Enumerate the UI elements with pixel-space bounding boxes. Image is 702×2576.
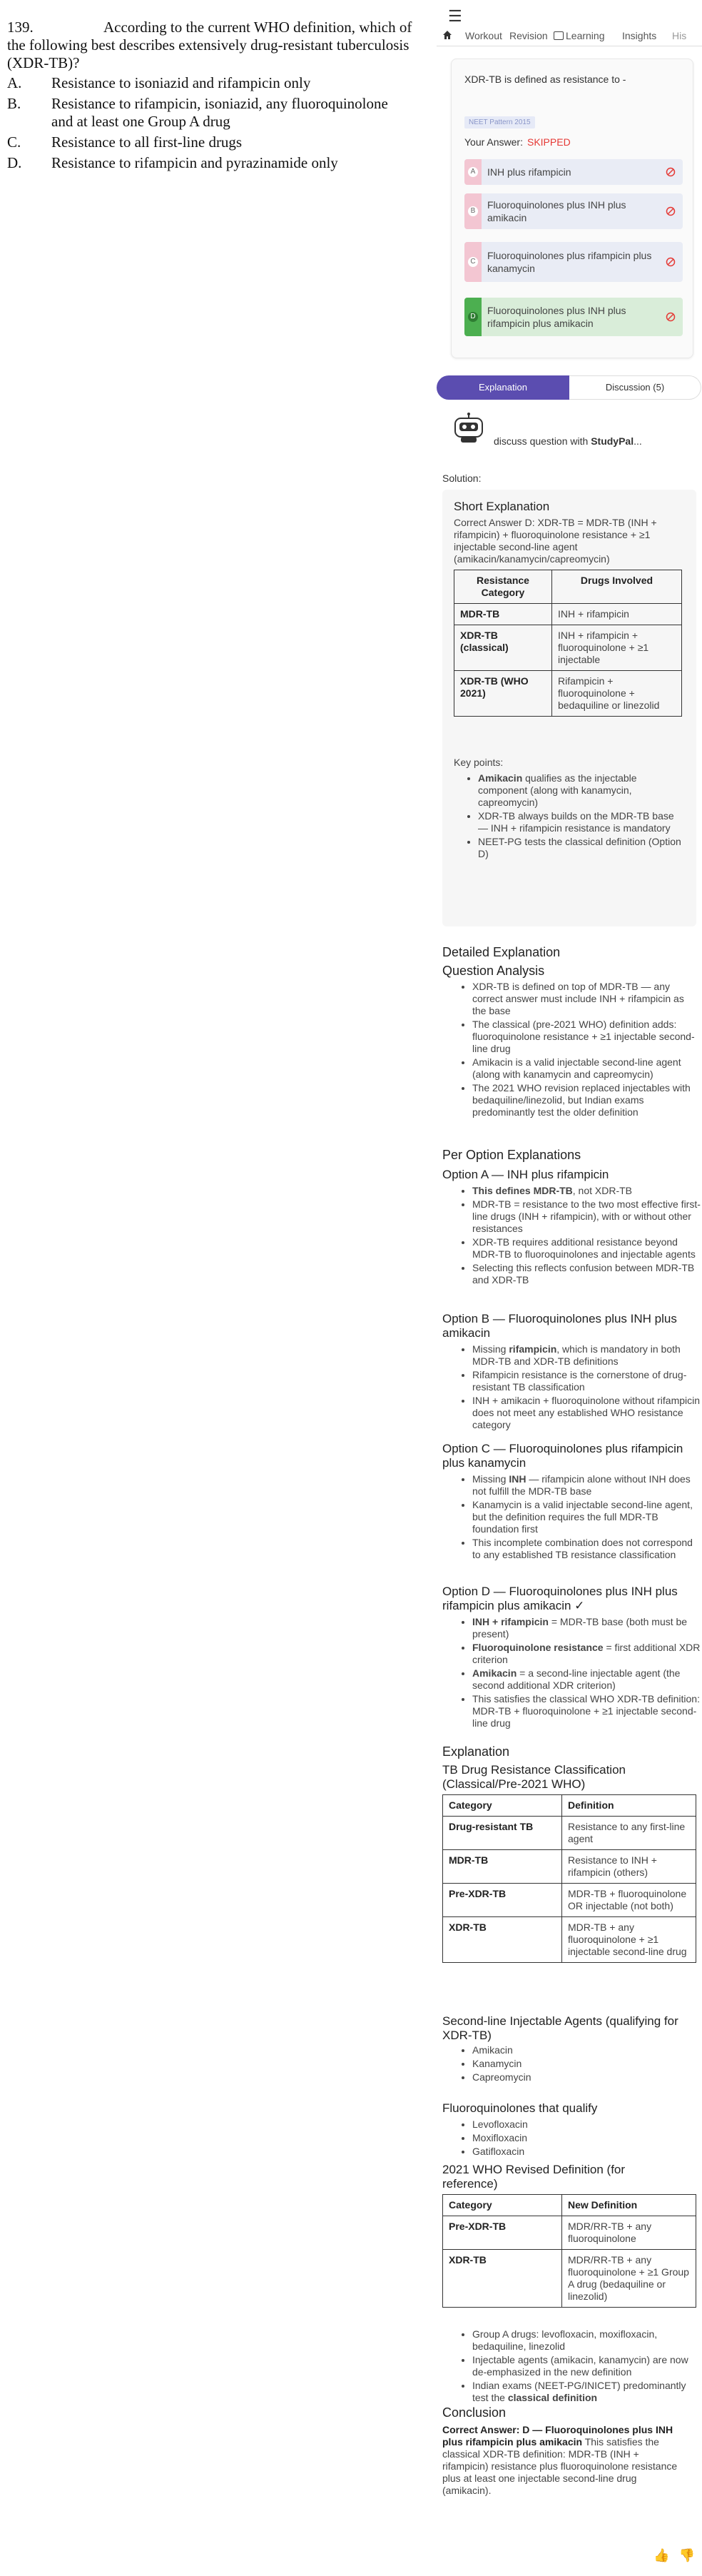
- table-header: Category: [443, 2195, 562, 2216]
- option-letter: B.: [7, 95, 21, 112]
- nav-revision[interactable]: Revision: [509, 30, 548, 41]
- list-item: • XDR-TB requires additional resistance beyond MDR-TB to fluoroquinolones and injectable agents: [472, 1236, 701, 1261]
- table-row: Pre-XDR-TB MDR/RR-TB + any fluoroquinolone: [443, 2216, 696, 2250]
- card-question-text: XDR-TB is defined as resistance to -: [464, 74, 626, 85]
- card-option-c[interactable]: [464, 242, 683, 282]
- nav-learning[interactable]: Learning: [554, 30, 605, 41]
- resistance-table: [454, 570, 682, 717]
- table-row: MDR-TB Resistance to INH + rifampicin (others): [443, 1850, 696, 1884]
- list-item: • Kanamycin: [472, 2058, 701, 2070]
- option-c-title: Option C — Fluoroquinolones plus rifampicin plus kanamycin: [442, 1442, 683, 1470]
- tab-explanation[interactable]: Explanation: [437, 375, 569, 400]
- who-revised-title: 2021 WHO Revised Definition (for reference): [442, 2163, 626, 2191]
- table-header: Resistance Category: [454, 570, 552, 604]
- play-icon: [554, 31, 564, 40]
- list-item: • Missing INH — rifampicin alone without INH does not fulfill the MDR-TB base: [472, 1473, 701, 1497]
- list-item: • Selecting this reflects confusion between MDR-TB and XDR-TB: [472, 1262, 701, 1286]
- table-row: MDR-TB INH + rifampicin: [454, 604, 682, 625]
- question-number: 139.: [7, 19, 34, 36]
- robot-icon: [451, 413, 487, 444]
- list-item: • Gatifloxacin: [472, 2146, 701, 2158]
- list-item: • Moxifloxacin: [472, 2132, 701, 2144]
- option-letter: B: [468, 206, 478, 216]
- ban-icon: [666, 257, 676, 267]
- option-text: Resistance to all first-line drugs: [51, 133, 243, 151]
- list-item: • This defines MDR-TB, not XDR-TB: [472, 1185, 701, 1197]
- list-item: • XDR-TB always builds on the MDR-TB base — INH + rifampicin resistance is mandatory: [478, 810, 685, 834]
- option-letter: C: [468, 257, 478, 267]
- ban-icon: [666, 312, 676, 322]
- fluoroquinolones-title: Fluoroquinolones that qualify: [442, 2101, 598, 2115]
- list-item: • Amikacin: [472, 2044, 701, 2056]
- who-points-list: [458, 2328, 701, 2405]
- exam-tag: NEET Pattern 2015: [464, 116, 535, 128]
- injectables-list: [458, 2044, 701, 2085]
- list-item: • Capreomycin: [472, 2071, 701, 2083]
- table-row: Pre-XDR-TB MDR-TB + fluoroquinolone OR injectable (not both): [443, 1884, 696, 1917]
- short-explanation-title: Short Explanation: [454, 500, 550, 513]
- solution-label: Solution:: [442, 473, 482, 484]
- detailed-explanation-title: Detailed Explanation: [442, 945, 561, 959]
- classification-table: [442, 1794, 696, 1963]
- list-item: • Kanamycin is a valid injectable second-line agent, but the definition requires the full MDR-TB foundation first: [472, 1499, 701, 1535]
- list-item: • Amikacin is a valid injectable second-line agent (along with kanamycin and capreomycin): [472, 1056, 701, 1081]
- option-text: Fluoroquinolones plus INH plus amikacin: [487, 199, 626, 223]
- home-icon[interactable]: [442, 30, 452, 42]
- ban-icon: [666, 206, 676, 216]
- option-text: Fluoroquinolones plus INH plus rifampicin plus amikacin: [487, 305, 626, 329]
- question-card: [451, 59, 693, 358]
- list-item: • Injectable agents (amikacin, kanamycin) are now de-emphasized in the new definition: [472, 2354, 701, 2378]
- tab-discussion[interactable]: Discussion (5): [569, 375, 701, 400]
- fluoroquinolones-list: [458, 2118, 701, 2159]
- option-a-title: Option A — INH plus rifampicin: [442, 1168, 609, 1181]
- option-d-title: Option D — Fluoroquinolones plus INH plus rifampicin plus amikacin ✓: [442, 1585, 678, 1612]
- list-item: • Indian exams (NEET-PG/INICET) predominantly test the classical definition: [472, 2380, 701, 2404]
- list-item: • Group A drugs: levofloxacin, moxifloxacin, bedaquiline, linezolid: [472, 2328, 701, 2353]
- studypal-discuss-link[interactable]: discuss question with StudyPal...: [494, 435, 642, 447]
- option-letter: D: [468, 312, 478, 322]
- table-row: XDR-TB MDR-TB + any fluoroquinolone + ≥1 injectable second-line drug: [443, 1917, 696, 1963]
- table-header: Definition: [562, 1795, 696, 1817]
- option-d-list: [458, 1616, 701, 1731]
- per-option-title: Per Option Explanations: [442, 1148, 581, 1162]
- table-row: XDR-TB (WHO 2021) Rifampicin + fluoroquinolone + bedaquiline or linezolid: [454, 671, 682, 717]
- list-item: • This satisfies the classical WHO XDR-TB definition: MDR-TB + fluoroquinolone + ≥1 injectable second-line drug: [472, 1693, 701, 1729]
- key-points-label: Key points:: [454, 757, 504, 768]
- hamburger-icon[interactable]: ☰: [448, 7, 462, 25]
- option-text: Resistance to isoniazid and rifampicin only: [51, 74, 311, 91]
- table-header: New Definition: [562, 2195, 696, 2216]
- list-item: • NEET-PG tests the classical definition (Option D): [478, 836, 685, 860]
- option-c-list: [458, 1473, 701, 1562]
- conclusion-title: Conclusion: [442, 2405, 507, 2420]
- option-text: INH plus rifampicin: [487, 166, 571, 178]
- nav-history[interactable]: His: [672, 30, 687, 41]
- feedback-icons: [653, 2548, 695, 2563]
- table-header: Category: [443, 1795, 562, 1817]
- ban-icon: [666, 167, 676, 177]
- top-nav: [437, 26, 702, 47]
- card-option-b[interactable]: [464, 193, 683, 229]
- table-row: Drug-resistant TB Resistance to any first-line agent: [443, 1817, 696, 1850]
- nav-workout[interactable]: Workout: [465, 30, 502, 41]
- option-text: Resistance to rifampicin, isoniazid, any fluoroquinolone and at least one Group A drug: [51, 95, 388, 130]
- option-a-list: [458, 1185, 701, 1288]
- short-explanation-box: [442, 490, 696, 926]
- classification-title: TB Drug Resistance Classification (Classical/Pre-2021 WHO): [442, 1763, 626, 1791]
- who-revised-table: [442, 2194, 696, 2308]
- question-text: According to the current WHO definition, which of the following best describes extensively drug-resistant tuberculosis (XDR-TB)?: [7, 19, 412, 71]
- your-answer: Your Answer: SKIPPED: [464, 136, 571, 148]
- list-item: • Missing rifampicin, which is mandatory in both MDR-TB and XDR-TB definitions: [472, 1343, 701, 1368]
- list-item: • XDR-TB is defined on top of MDR-TB — any correct answer must include INH + rifampicin as the base: [472, 981, 701, 1017]
- option-b-list: [458, 1343, 701, 1433]
- question-analysis-list: [458, 981, 701, 1120]
- list-item: • Amikacin qualifies as the injectable component (along with kanamycin, capreomycin): [478, 772, 685, 809]
- card-option-d[interactable]: [464, 298, 683, 336]
- list-item: • Amikacin = a second-line injectable agent (the second additional XDR criterion): [472, 1667, 701, 1692]
- list-item: • MDR-TB = resistance to the two most effective first-line drugs (INH + rifampicin), with or without other resistances: [472, 1198, 701, 1235]
- table-header: Drugs Involved: [552, 570, 682, 604]
- option-b-title: Option B — Fluoroquinolones plus INH plus amikacin: [442, 1312, 677, 1340]
- injectables-title: Second-line Injectable Agents (qualifying for XDR-TB): [442, 2014, 678, 2042]
- list-item: • The 2021 WHO revision replaced injectables with bedaquiline/linezolid, but Indian exams predominantly test the older definition: [472, 1082, 701, 1118]
- conclusion-text: Correct Answer: D — Fluoroquinolones plus INH plus rifampicin plus amikacin This satisfies the classical XDR-TB definition: MDR-TB (INH + rifampicin) resistance plus fluoroquinolone resistance plus at least one injectable second-line drug (amikacin).: [442, 2424, 678, 2496]
- list-item: • INH + amikacin + fluoroquinolone without rifampicin does not meet any established WHO resistance category: [472, 1395, 701, 1431]
- explanation-title: Explanation: [442, 1744, 510, 1759]
- option-letter: A: [468, 167, 478, 177]
- option-letter: A.: [7, 74, 22, 91]
- list-item: • Levofloxacin: [472, 2118, 701, 2131]
- option-letter: D.: [7, 154, 22, 171]
- list-item: • INH + rifampicin = MDR-TB base (both must be present): [472, 1616, 701, 1640]
- answer-status: SKIPPED: [526, 136, 571, 148]
- card-option-a[interactable]: [464, 159, 683, 185]
- short-answer-text: Correct Answer D: XDR-TB = MDR-TB (INH + rifampicin) + fluoroquinolone resistance + ≥1 injectable second-line agent (amikacin/kanamycin/capreomycin): [454, 517, 657, 565]
- nav-insights[interactable]: Insights: [622, 30, 657, 41]
- thumbs-up-icon[interactable]: 👍: [653, 2548, 670, 2562]
- thumbs-down-icon[interactable]: 👎: [678, 2548, 695, 2562]
- option-text: Resistance to rifampicin and pyrazinamide only: [51, 154, 338, 171]
- option-letter: C.: [7, 133, 21, 151]
- solution-tabs: [437, 375, 702, 400]
- list-item: • This incomplete combination does not correspond to any established TB resistance classification: [472, 1537, 701, 1561]
- question-analysis-title: Question Analysis: [442, 964, 545, 978]
- list-item: • Rifampicin resistance is the cornerstone of drug-resistant TB classification: [472, 1369, 701, 1393]
- key-points-list: [464, 772, 685, 862]
- list-item: • The classical (pre-2021 WHO) definition adds: fluoroquinolone resistance + ≥1 injectable second-line drug: [472, 1019, 701, 1055]
- table-row: XDR-TB MDR/RR-TB + any fluoroquinolone + ≥1 Group A drug (bedaquiline or linezolid): [443, 2250, 696, 2308]
- table-row: XDR-TB (classical) INH + rifampicin + fluoroquinolone + ≥1 injectable: [454, 625, 682, 671]
- list-item: • Fluoroquinolone resistance = first additional XDR criterion: [472, 1642, 701, 1666]
- option-text: Fluoroquinolones plus rifampicin plus kanamycin: [487, 250, 652, 274]
